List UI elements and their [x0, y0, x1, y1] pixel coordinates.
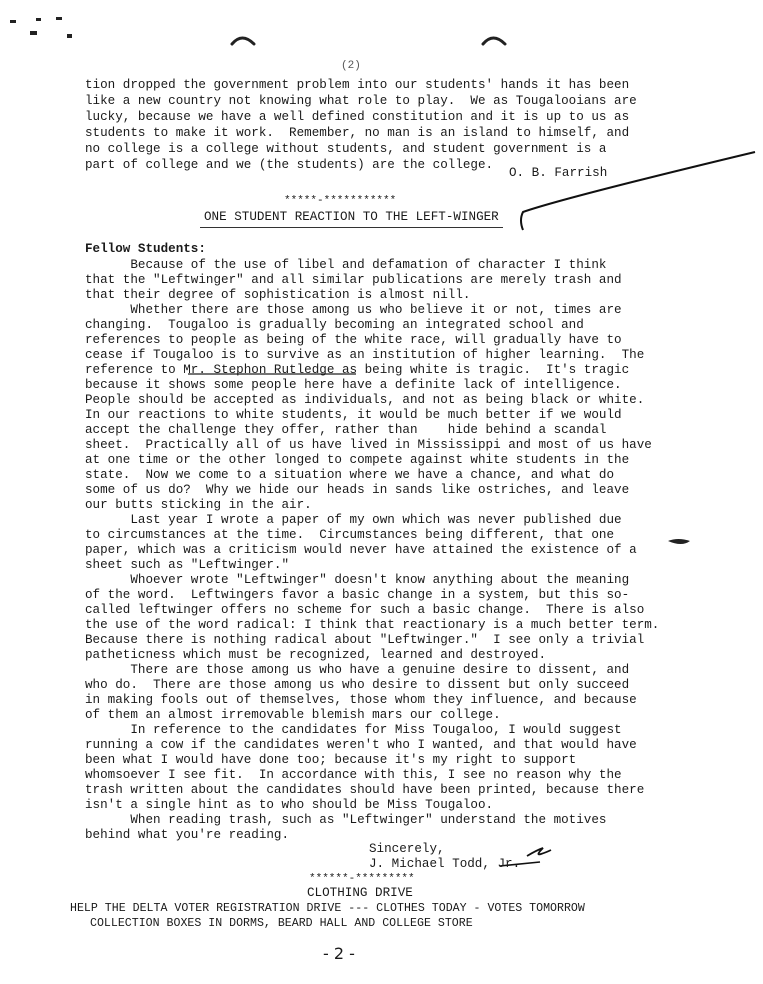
- text-line: reference to Mr. Stephon Rutledge as being white is tragic. It's tragic: [85, 363, 630, 377]
- text-line: In our reactions to white students, it would be much better if we would: [85, 408, 622, 422]
- text-line: lucky, because we have a well defined constitution and it is up to us as: [85, 110, 630, 124]
- top-page-marker: (2): [341, 60, 361, 72]
- text-line: at one time or the other longed to compete against white students in the: [85, 453, 630, 467]
- text-line: accept the challenge they offer, rather than hide behind a scandal: [85, 423, 607, 437]
- divider-stars: *****-***********: [284, 195, 397, 207]
- text-line: Because there is nothing radical about "Leftwinger." I see only a trivial: [85, 633, 645, 647]
- notice-line: HELP THE DELTA VOTER REGISTRATION DRIVE --- CLOTHES TODAY - VOTES TOMORROW: [70, 902, 585, 915]
- notice-title: CLOTHING DRIVE: [307, 886, 413, 900]
- text-line: of the word. Leftwingers favor a basic change in a system, but this so-: [85, 588, 630, 602]
- text-line: cease if Tougaloo is to survive as an institution of higher learning. The: [85, 348, 645, 362]
- continuation-signature: O. B. Farrish: [509, 166, 608, 180]
- text-line: because it shows some people here have a definite lack of intelligence.: [85, 378, 622, 392]
- text-line: like a new country not knowing what role to play. We as Tougalooians are: [85, 94, 637, 108]
- text-line: patheticness which must be recognized, learned and destroyed.: [85, 648, 547, 662]
- text-line: state. Now we come to a situation where we have a chance, and what do: [85, 468, 615, 482]
- salutation: Fellow Students:: [85, 242, 206, 256]
- text-line: Whether there are those among us who believe it or not, times are: [85, 303, 622, 317]
- text-line: references to people as being of the white race, will gradually have to: [85, 333, 622, 347]
- text-line: Because of the use of libel and defamation of character I think: [85, 258, 607, 272]
- text-line: sheet such as "Leftwinger.": [85, 558, 290, 572]
- text-line: in making fools out of themselves, those whom they influence, and because: [85, 693, 637, 707]
- text-line: part of college and we (the students) are the college.: [85, 158, 494, 172]
- text-line: Last year I wrote a paper of my own which was never published due: [85, 513, 622, 527]
- text-line: of them an almost irremovable blemish mars our college.: [85, 708, 501, 722]
- text-line: called leftwinger offers no scheme for such a basic change. There is also: [85, 603, 645, 617]
- text-line: some of us do? Why we hide our heads in sands like ostriches, and leave: [85, 483, 630, 497]
- text-line: tion dropped the government problem into our students' hands it has been: [85, 78, 630, 92]
- text-line: trash written about the candidates should have been printed, because there: [85, 783, 645, 797]
- text-line: In reference to the candidates for Miss Tougaloo, I would suggest: [85, 723, 622, 737]
- text-line: paper, which was a criticism would never have attained the existence of a: [85, 543, 637, 557]
- signature: J. Michael Todd, Jr.: [369, 857, 521, 871]
- text-line: There are those among us who have a genuine desire to dissent, and: [85, 663, 630, 677]
- letter-title: ONE STUDENT REACTION TO THE LEFT-WINGER: [204, 210, 499, 224]
- text-line: no college is a college without students, and student government is a: [85, 142, 607, 156]
- closing: Sincerely,: [369, 842, 445, 856]
- notice-line: COLLECTION BOXES IN DORMS, BEARD HALL AND COLLEGE STORE: [90, 917, 473, 930]
- title-underline: [200, 227, 503, 228]
- text-line: Whoever wrote "Leftwinger" doesn't know anything about the meaning: [85, 573, 630, 587]
- text-line: who do. There are those among us who desire to dissent but only succeed: [85, 678, 630, 692]
- divider-stars-2: ******-*********: [309, 873, 415, 885]
- text-line: isn't a single hint as to who should be Miss Tougaloo.: [85, 798, 494, 812]
- text-line: the use of the word radical: I think that reactionary is a much better term.: [85, 618, 660, 632]
- text-line: whomsoever I see fit. In accordance with this, I see no reason why the: [85, 768, 622, 782]
- text-line: our butts sticking in the air.: [85, 498, 312, 512]
- text-line: behind what you're reading.: [85, 828, 290, 842]
- text-line: that the "Leftwinger" and all similar publications are merely trash and: [85, 273, 622, 287]
- text-line: that their degree of sophistication is almost nill.: [85, 288, 471, 302]
- text-line: to circumstances at the time. Circumstances being different, that one: [85, 528, 615, 542]
- text-line: running a cow if the candidates weren't who I wanted, and that would have: [85, 738, 637, 752]
- text-line: People should be accepted as individuals, and not as being black or white.: [85, 393, 645, 407]
- text-line: been what I would have done too; because it's my right to support: [85, 753, 577, 767]
- text-line: When reading trash, such as "Leftwinger" understand the motives: [85, 813, 607, 827]
- text-line: sheet. Practically all of us have lived in Mississippi and most of us have: [85, 438, 652, 452]
- text-line: students to make it work. Remember, no man is an island to himself, and: [85, 126, 630, 140]
- text-line: changing. Tougaloo is gradually becoming an integrated school and: [85, 318, 584, 332]
- page-number: - 2 -: [323, 944, 355, 963]
